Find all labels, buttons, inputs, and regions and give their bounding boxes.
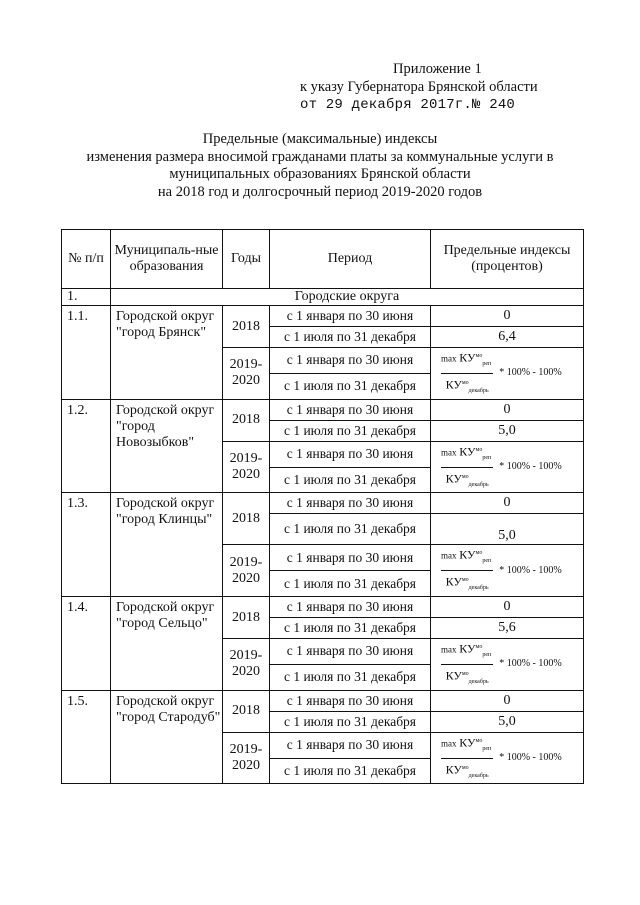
row-period-h1-2018: с 1 января по 30 июня xyxy=(270,597,431,618)
section-row xyxy=(62,289,584,306)
table-row xyxy=(62,690,584,711)
row-value-h1-2018: 0 xyxy=(431,399,584,420)
row-year-2019-2020: 2019-2020 xyxy=(223,732,270,784)
row-value-h2-2018: 5,0 xyxy=(431,711,584,732)
row-year-2018: 2018 xyxy=(223,399,270,441)
row-municipality: Городской округ "город Новозыбков" xyxy=(111,399,223,493)
row-period-h2-2018: с 1 июля по 31 декабря xyxy=(270,327,431,348)
row-period-h2-2019: с 1 июля по 31 декабря xyxy=(270,758,431,784)
header-period: Период xyxy=(270,230,431,289)
heading-line: Предельные (максимальные) индексы xyxy=(202,131,438,147)
document-heading xyxy=(60,131,580,201)
row-formula xyxy=(431,348,584,400)
formula-sup: мо xyxy=(461,670,469,677)
row-period-h2-2018: с 1 июля по 31 декабря xyxy=(270,711,431,732)
table-row xyxy=(62,493,584,514)
formula-numerator xyxy=(441,442,493,468)
appendix-decree: к указу Губернатора Брянской области xyxy=(300,79,538,95)
formula-fraction xyxy=(441,639,493,690)
formula-tail: * 100% - 100% xyxy=(499,367,562,379)
indices-table xyxy=(61,229,584,784)
row-year-2019-2020: 2019-2020 xyxy=(223,545,270,597)
row-period-h1-2019: с 1 января по 30 июня xyxy=(270,348,431,374)
row-period-h2-2018: с 1 июля по 31 декабря xyxy=(270,618,431,639)
row-period-h2-2019: с 1 июля по 31 декабря xyxy=(270,571,431,597)
row-period-h1-2019: с 1 января по 30 июня xyxy=(270,639,431,665)
appendix-block xyxy=(300,60,620,114)
formula-sub: декабрь xyxy=(468,387,489,394)
index-formula xyxy=(431,639,583,690)
formula-fraction xyxy=(441,733,493,784)
row-period-h1-2019: с 1 января по 30 июня xyxy=(270,441,431,467)
formula-sub: декабрь xyxy=(468,585,489,592)
row-value-h2-2018: 6,4 xyxy=(431,327,584,348)
row-value-h1-2018: 0 xyxy=(431,597,584,618)
formula-max: max xyxy=(441,447,457,458)
row-municipality: Городской округ "город Стародуб" xyxy=(111,690,223,784)
row-num: 1.2. xyxy=(62,399,111,493)
heading-line: на 2018 год и долгосрочный период 2019-2020 годов xyxy=(157,183,483,200)
row-year-2019-2020: 2019-2020 xyxy=(223,348,270,400)
appendix-title: Приложение 1 xyxy=(393,61,482,77)
row-municipality: Городской округ "город Клинцы" xyxy=(111,493,223,597)
table-row xyxy=(62,597,584,618)
formula-ku: КУ xyxy=(459,350,476,365)
header-years: Годы xyxy=(223,230,270,289)
header-num: № п/п xyxy=(62,230,111,289)
index-formula xyxy=(431,733,583,784)
row-period-h1-2018: с 1 января по 30 июня xyxy=(270,399,431,420)
formula-ku: КУ xyxy=(459,641,476,656)
formula-sub: реп xyxy=(482,651,492,658)
formula-fraction xyxy=(441,442,493,493)
section-num: 1. xyxy=(62,289,111,306)
formula-sup: мо xyxy=(475,353,483,359)
header-municipality: Муниципаль-ные образования xyxy=(111,230,223,289)
row-num: 1.1. xyxy=(62,306,111,400)
formula-max: max xyxy=(441,353,457,364)
heading-line: муниципальных образованиях Брянской области xyxy=(169,166,471,182)
formula-sub: реп xyxy=(482,360,492,367)
row-period-h2-2019: с 1 июля по 31 декабря xyxy=(270,467,431,493)
formula-tail: * 100% - 100% xyxy=(499,564,562,576)
row-value-h1-2018: 0 xyxy=(431,690,584,711)
table-row xyxy=(62,306,584,327)
row-year-2018: 2018 xyxy=(223,690,270,732)
formula-denominator xyxy=(446,571,489,596)
section-title: Городские округа xyxy=(111,289,584,306)
row-year-2018: 2018 xyxy=(223,306,270,348)
row-period-h1-2019: с 1 января по 30 июня xyxy=(270,732,431,758)
formula-tail: * 100% - 100% xyxy=(499,752,562,764)
formula-denominator xyxy=(446,468,489,493)
row-period-h2-2019: с 1 июля по 31 декабря xyxy=(270,373,431,399)
index-formula xyxy=(431,442,583,493)
formula-sup: мо xyxy=(475,550,483,557)
row-value-h2-2018: 5,0 xyxy=(431,420,584,441)
row-municipality: Городской округ "город Сельцо" xyxy=(111,597,223,691)
row-year-2019-2020: 2019-2020 xyxy=(223,639,270,691)
formula-sub: реп xyxy=(482,558,492,565)
formula-denominator xyxy=(446,759,489,784)
row-period-h2-2019: с 1 июля по 31 декабря xyxy=(270,664,431,690)
formula-fraction xyxy=(441,545,493,596)
index-formula xyxy=(431,348,583,399)
table-header-row xyxy=(62,230,584,289)
formula-ku: КУ xyxy=(445,668,462,683)
row-formula xyxy=(431,732,584,784)
formula-sup: мо xyxy=(475,737,483,744)
row-year-2018: 2018 xyxy=(223,493,270,545)
formula-ku: КУ xyxy=(445,471,462,486)
formula-sup: мо xyxy=(475,446,483,453)
formula-ku: КУ xyxy=(459,444,476,459)
formula-numerator xyxy=(441,733,493,759)
row-period-h1-2018: с 1 января по 30 июня xyxy=(270,306,431,327)
row-value-h1-2018: 0 xyxy=(431,493,584,514)
row-formula xyxy=(431,639,584,691)
formula-sup: мо xyxy=(461,577,469,584)
formula-max: max xyxy=(441,738,457,749)
formula-fraction xyxy=(441,348,493,399)
row-formula xyxy=(431,545,584,597)
formula-ku: КУ xyxy=(445,762,462,777)
heading-line: изменения размера вносимой гражданами платы за коммунальные услуги в xyxy=(86,148,554,165)
formula-max: max xyxy=(441,644,457,655)
row-num: 1.4. xyxy=(62,597,111,691)
formula-max: max xyxy=(441,551,457,562)
formula-denominator xyxy=(446,374,489,399)
formula-tail: * 100% - 100% xyxy=(499,658,562,670)
row-num: 1.5. xyxy=(62,690,111,784)
row-value-h2-2018: 5,0 xyxy=(431,514,584,545)
row-value-h2-2018: 5,6 xyxy=(431,618,584,639)
formula-ku: КУ xyxy=(445,377,462,392)
formula-sup: мо xyxy=(461,764,469,771)
formula-sub: декабрь xyxy=(468,678,489,685)
formula-ku: КУ xyxy=(459,548,476,563)
formula-sub: реп xyxy=(482,454,492,461)
formula-sup: мо xyxy=(461,473,469,480)
formula-sup: мо xyxy=(461,379,469,386)
formula-sub: декабрь xyxy=(468,772,489,779)
row-value-h1-2018: 0 xyxy=(431,306,584,327)
formula-ku: КУ xyxy=(459,735,476,750)
table-row xyxy=(62,399,584,420)
index-formula xyxy=(431,545,583,596)
row-year-2018: 2018 xyxy=(223,597,270,639)
formula-numerator xyxy=(441,348,493,374)
row-num: 1.3. xyxy=(62,493,111,597)
formula-tail: * 100% - 100% xyxy=(499,461,562,473)
header-indices: Предельные индексы (процентов) xyxy=(431,230,584,289)
formula-ku: КУ xyxy=(445,574,462,589)
row-period-h1-2018: с 1 января по 30 июня xyxy=(270,493,431,514)
row-period-h2-2018: с 1 июля по 31 декабря xyxy=(270,514,431,545)
appendix-date: от 29 декабря 2017г.№ 240 xyxy=(300,97,516,113)
formula-denominator xyxy=(446,665,489,690)
formula-numerator xyxy=(441,545,493,571)
row-municipality: Городской округ "город Брянск" xyxy=(111,306,223,400)
row-year-2019-2020: 2019-2020 xyxy=(223,441,270,493)
formula-sup: мо xyxy=(475,644,483,651)
formula-numerator xyxy=(441,639,493,665)
formula-sub: декабрь xyxy=(468,481,489,488)
row-period-h1-2019: с 1 января по 30 июня xyxy=(270,545,431,571)
row-period-h1-2018: с 1 января по 30 июня xyxy=(270,690,431,711)
formula-sub: реп xyxy=(482,745,492,752)
row-period-h2-2018: с 1 июля по 31 декабря xyxy=(270,420,431,441)
row-formula xyxy=(431,441,584,493)
